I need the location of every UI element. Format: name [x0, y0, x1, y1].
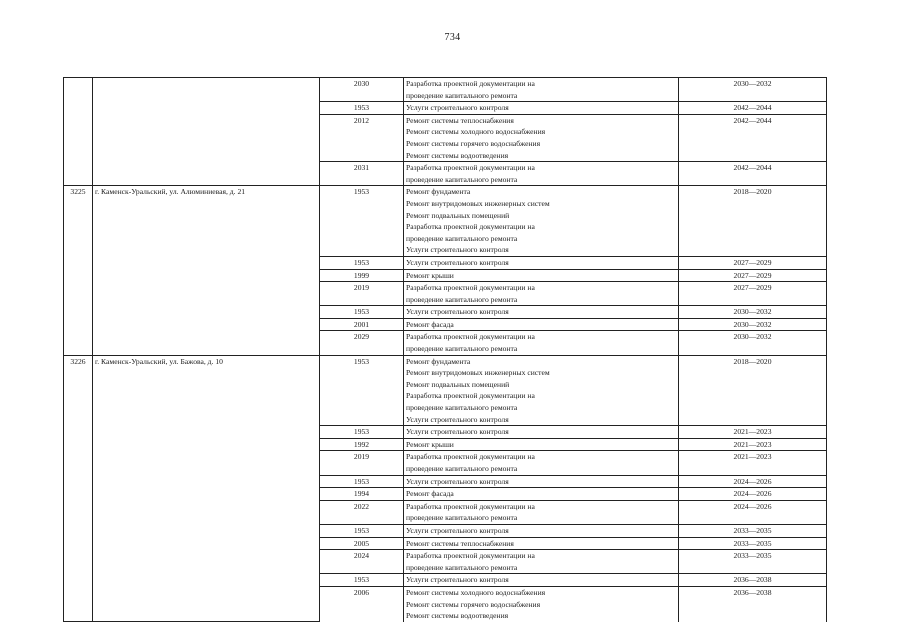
work-item: Услуги строительного контроля — [406, 103, 509, 113]
works-cell — [404, 438, 679, 451]
work-item: Услуги строительного контроля — [406, 427, 509, 437]
period-cell: 2030—2032 — [679, 318, 827, 331]
table-body — [64, 78, 827, 622]
work-item: проведение капитального ремонта — [406, 403, 518, 413]
year-cell: 2031 — [320, 162, 404, 186]
works-cell — [404, 451, 679, 475]
works-cell — [404, 537, 679, 550]
page-number: 734 — [444, 32, 461, 43]
work-item: Ремонт системы горячего водоснабжения — [406, 599, 541, 609]
works-cell — [404, 355, 679, 426]
year-cell: 1994 — [320, 488, 404, 501]
period-cell: 2033—2035 — [679, 550, 827, 574]
works-cell — [404, 331, 679, 355]
works-cell — [404, 318, 679, 331]
year-cell: 1953 — [320, 102, 404, 115]
period-cell: 2042—2044 — [679, 162, 827, 186]
work-item: Услуги строительного контроля — [406, 307, 509, 317]
period-cell: 2036—2038 — [679, 586, 827, 621]
year-cell: 2001 — [320, 318, 404, 331]
object-number-cell: 3225 — [64, 186, 93, 355]
work-item: проведение капитального ремонта — [406, 233, 518, 243]
year-cell: 1953 — [320, 306, 404, 319]
works-cell — [404, 306, 679, 319]
work-item: проведение капитального ремонта — [406, 513, 518, 523]
works-cell — [404, 524, 679, 537]
year-cell: 2012 — [320, 114, 404, 161]
period-cell: 2033—2035 — [679, 524, 827, 537]
work-item: Разработка проектной документации на — [406, 452, 535, 462]
table-row — [64, 78, 827, 102]
works-cell — [404, 114, 679, 161]
year-cell: 1953 — [320, 475, 404, 488]
period-cell: 2021—2023 — [679, 426, 827, 439]
work-item: Ремонт крыши — [406, 270, 454, 280]
year-cell: 1992 — [320, 438, 404, 451]
work-item: Ремонт подвальных помещений — [406, 210, 510, 220]
works-cell — [404, 550, 679, 574]
period-cell: 2030—2032 — [679, 306, 827, 319]
year-cell: 2019 — [320, 282, 404, 306]
year-cell: 1953 — [320, 186, 404, 257]
work-item: Разработка проектной документации на — [406, 79, 535, 88]
period-cell: 2021—2023 — [679, 438, 827, 451]
period-cell: 2036—2038 — [679, 574, 827, 587]
table-row — [64, 355, 827, 426]
work-item: проведение капитального ремонта — [406, 90, 518, 100]
period-cell: 2024—2026 — [679, 500, 827, 524]
work-item: Ремонт внутридомовых инженерных систем — [406, 198, 550, 208]
work-item: Ремонт системы теплоснабжения — [406, 538, 514, 548]
year-cell: 2019 — [320, 451, 404, 475]
work-item: Разработка проектной документации на — [406, 551, 535, 561]
period-cell: 2027—2029 — [679, 269, 827, 282]
work-item: Услуги строительного контроля — [406, 245, 509, 255]
address-cell — [93, 78, 320, 186]
works-cell — [404, 256, 679, 269]
work-item: Ремонт системы холодного водоснабжения — [406, 127, 546, 137]
work-item: Разработка проектной документации на — [406, 501, 535, 511]
works-cell — [404, 282, 679, 306]
table-row — [64, 186, 827, 257]
period-cell: 2018—2020 — [679, 186, 827, 257]
works-cell — [404, 500, 679, 524]
object-number-cell — [64, 78, 93, 186]
period-cell: 2030—2032 — [679, 331, 827, 355]
work-item: Ремонт крыши — [406, 439, 454, 449]
address-cell: г. Каменск-Уральский, ул. Бажова, д. 10 — [93, 355, 320, 622]
year-cell: 2005 — [320, 537, 404, 550]
work-item: Услуги строительного контроля — [406, 414, 509, 424]
address-cell: г. Каменск-Уральский, ул. Алюминиевая, д. 21 — [93, 186, 320, 355]
year-cell: 2030 — [320, 78, 404, 102]
work-item: Разработка проектной документации на — [406, 332, 535, 342]
period-cell: 2042—2044 — [679, 114, 827, 161]
capital-repair-table — [63, 77, 827, 622]
work-item: Разработка проектной документации на — [406, 283, 535, 293]
year-cell: 1953 — [320, 355, 404, 426]
year-cell: 1953 — [320, 256, 404, 269]
work-item: Ремонт фундамента — [406, 187, 471, 197]
work-item: проведение капитального ремонта — [406, 174, 518, 184]
year-cell: 1953 — [320, 574, 404, 587]
work-item: проведение капитального ремонта — [406, 464, 518, 473]
work-item: Ремонт фундамента — [406, 356, 471, 366]
works-cell — [404, 102, 679, 115]
period-cell: 2027—2029 — [679, 282, 827, 306]
works-cell — [404, 488, 679, 501]
year-cell: 1953 — [320, 426, 404, 439]
works-cell — [404, 269, 679, 282]
work-item: Ремонт системы водоотведения — [406, 611, 509, 621]
period-cell: 2027—2029 — [679, 256, 827, 269]
period-cell: 2021—2023 — [679, 451, 827, 475]
work-item: Услуги строительного контроля — [406, 575, 509, 585]
period-cell: 2024—2026 — [679, 475, 827, 488]
works-cell — [404, 475, 679, 488]
period-cell: 2018—2020 — [679, 355, 827, 426]
work-item: проведение капитального ремонта — [406, 294, 518, 304]
year-cell: 1953 — [320, 524, 404, 537]
period-cell: 2042—2044 — [679, 102, 827, 115]
work-item: Ремонт фасада — [406, 319, 454, 329]
year-cell: 1999 — [320, 269, 404, 282]
works-cell — [404, 162, 679, 186]
work-item: Ремонт системы водоотведения — [406, 150, 509, 160]
works-cell — [404, 78, 679, 102]
work-item: Ремонт подвальных помещений — [406, 379, 510, 389]
period-cell: 2030—2032 — [679, 78, 827, 102]
period-cell: 2033—2035 — [679, 537, 827, 550]
year-cell: 2024 — [320, 550, 404, 574]
year-cell: 2029 — [320, 331, 404, 355]
works-cell — [404, 586, 679, 621]
work-item: проведение капитального ремонта — [406, 562, 518, 572]
work-item: Услуги строительного контроля — [406, 257, 509, 267]
period-cell: 2024—2026 — [679, 488, 827, 501]
works-cell — [404, 186, 679, 257]
work-item: Разработка проектной документации на — [406, 222, 535, 232]
works-cell — [404, 574, 679, 587]
object-number-cell: 3226 — [64, 355, 93, 622]
work-item: Разработка проектной документации на — [406, 163, 535, 173]
work-item: Услуги строительного контроля — [406, 525, 509, 535]
work-item: Ремонт системы теплоснабжения — [406, 115, 514, 125]
work-item: Услуги строительного контроля — [406, 476, 509, 486]
work-item: Разработка проектной документации на — [406, 391, 535, 401]
work-item: Ремонт системы холодного водоснабжения — [406, 587, 546, 597]
work-item: проведение капитального ремонта — [406, 344, 518, 354]
year-cell: 2022 — [320, 500, 404, 524]
works-cell — [404, 426, 679, 439]
work-item: Ремонт системы горячего водоснабжения — [406, 138, 541, 148]
work-item: Ремонт внутридомовых инженерных систем — [406, 368, 550, 378]
work-item: Ремонт фасада — [406, 489, 454, 499]
year-cell: 2006 — [320, 586, 404, 621]
